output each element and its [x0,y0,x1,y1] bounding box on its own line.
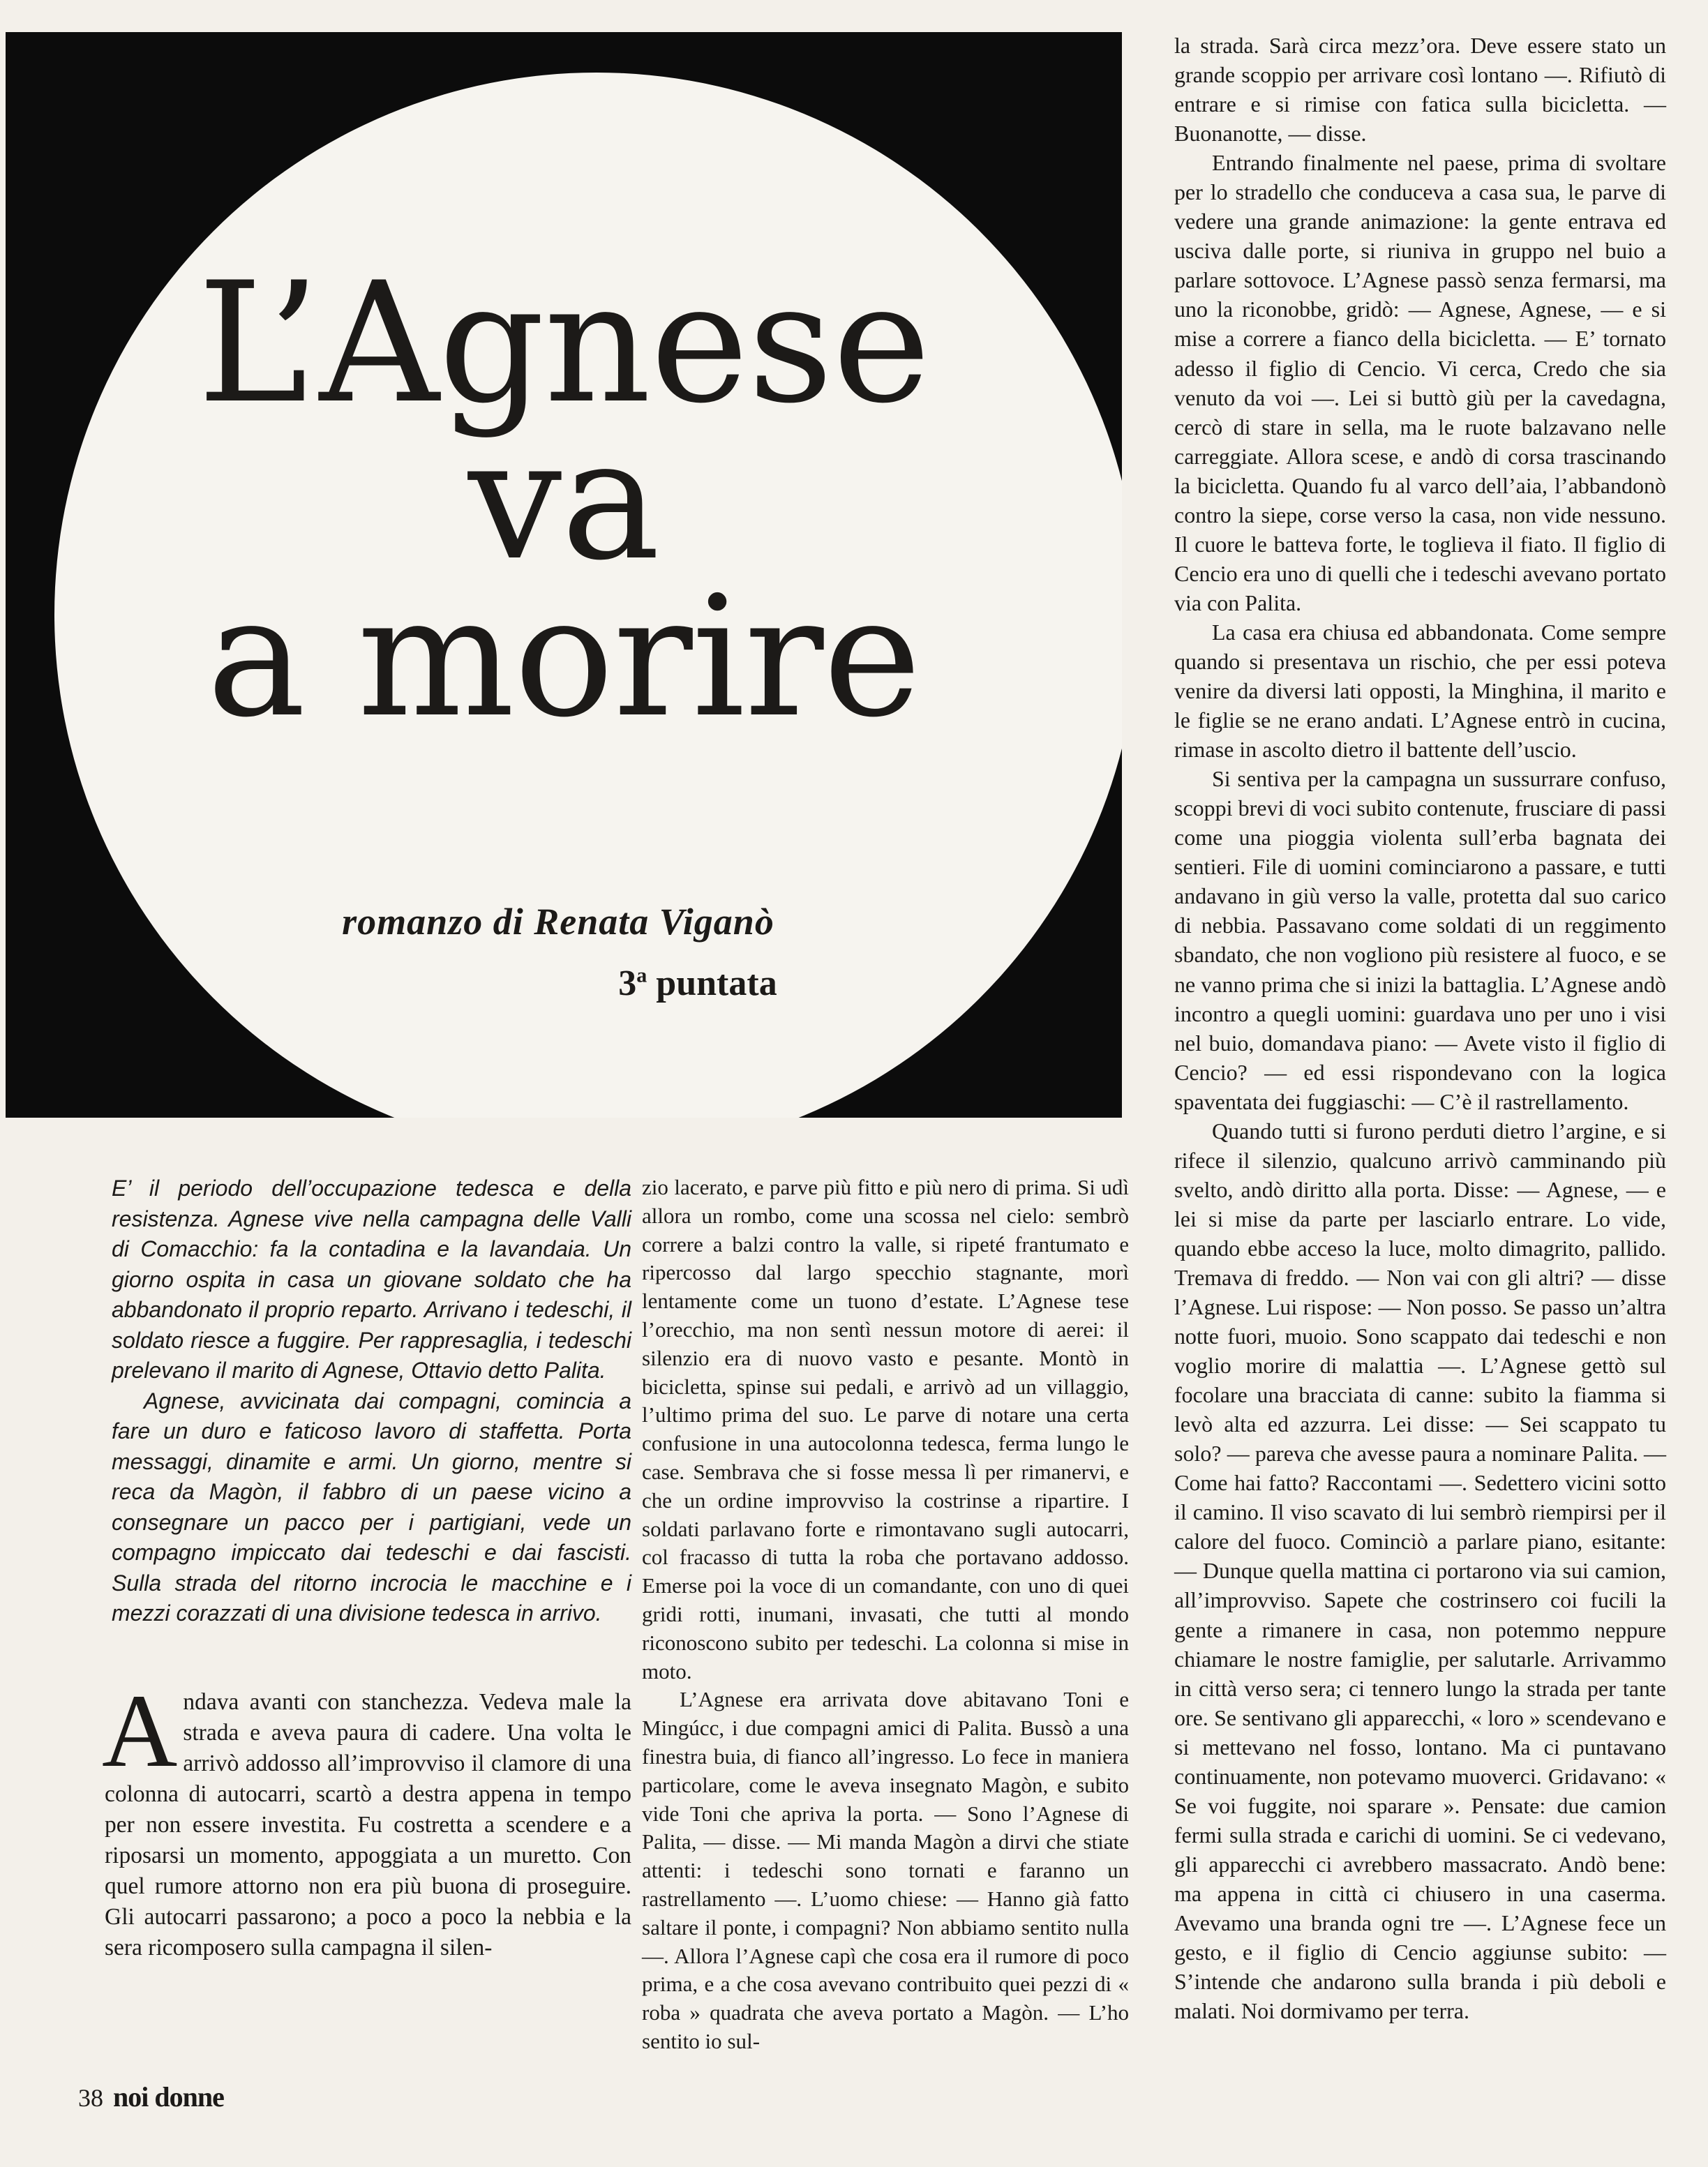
story-paragraph-text: ndava avanti con stanchezza. Vedeva male la strada e aveva paura di cadere. Una volta le arrivò addosso all’improvviso il clamore di una colonna di autocarri, scartò a destra appena in tempo per non essere investita. Fu costretta a scendere e a riposarsi un momento, appoggiata a un muretto. Con quel rumore attorno non era più buona di proseguire. Gli autocarri passarono; a poco a poco la nebbia e la sera ricomposero sulla campagna il silen- [105,1689,631,1960]
page-number: 38 [78,2084,103,2112]
story-paragraph: Entrando finalmente nel paese, prima di svoltare per lo stradello che conduceva a casa sua, le parve di vedere una grande animazione: la gente entrava ed usciva dalle porte, si riuniva in gruppo nel buio a parlare sottovoce. L’Agnese passò senza fermarsi, ma uno la riconobbe, gridò: — Agnese, Agnese, — e si mise a correre a fianco della bicicletta. — E’ tornato adesso il figlio di Cencio. Vi cerca, Credo che sia venuto da voi —. Lei si buttò giù per la cavedagna, cercò di stare in sella, ma le ruote balzavano nelle carreggiate. Allora scese, e andò di corsa trascinando la bicicletta. Quando fu al varco dell’aia, l’abbandonò contro la siepe, corse verso la casa, non vide nessuno. Il cuore le batteva forte, le toglieva il fiato. Il figlio di Cencio era uno di quelli che i tedeschi avevano portato via con Palita. [1174,150,1666,615]
episode-suffix: a [636,963,647,987]
story-paragraph: L’Agnese era arrivata dove abitavano Toni e Mingúcc, i due compagni amici di Palita. Bussò a una finestra buia, di fianco all’ingresso. Lo fece in maniera particolare, come le aveva insegnato Magòn, e subito vide Toni che apriva la porta. — Sono l’Agnese di Palita, — disse. — Mi manda Magòn a dirvi che stiate attenti: i tedeschi sono tornati e faranno un rastrellamento —. L’uomo chiese: — Hanno già fatto saltare il ponte, i compagni? Non abbiamo sentito nulla —. Allora l’Agnese capì che cosa era il rumore di poco prima, e a che cosa avevano contribuito quei pezzi di « roba » quadrata che aveva portato a Magòn. — L’ho sentito io sul- [642,1687,1129,2053]
story-paragraph [102,1673,631,1963]
story-column-2 [642,1174,1129,2056]
story-paragraph: Si sentiva per la campagna un sussurrare confuso, scoppi brevi di voci subito contenute, frusciare di passi come una pioggia violenta sull’erba bagnata dei sentieri. File di uomini cominciarono a passare, e tutti andavano in giù verso la valle, protetta dal suo carico di nebbia. Passavano come soldati di un reggimento sbandato, che non vogliono più resistere al fuoco, e se ne vanno prima che si inizi la battaglia. L’Agnese andò incontro a quegli uomini: guardava uno per uno i visi nel buio, domandava piano: — Avete visto il figlio di Cencio? — ed essi rispondevano con la logica spaventata dei fuggiaschi: — C’è il rastrellamento. [1174,766,1666,1114]
byline: romanzo di Renata Viganò [342,901,774,943]
drop-cap: A [102,1673,178,1789]
story-paragraph: zio lacerato, e parve più fitto e più nero di prima. Si udì allora un rombo, come una scossa nel cielo: sembrò correre a balzi contro la valle, si ripeté frantumato e ripercosso dal largo specchio stagnante, morì lentamente come un tuono d’estate. L’Agnese tese l’orecchio, ma non sentì nessun motore di aerei: il silenzio era di nuovo vasto e pesante. Montò in bicicletta, spinse sui pedali, e arrivò ad un villaggio, l’ultimo prima del suo. Le parve di notare una certa confusione in una autocolonna tedesca, ferma lungo le case. Sembrava che si fosse messa lì per rimanervi, e che un ordine improvviso la costrinse a ripartire. I soldati parlavano forte e rimontavano sugli autocarri, col fracasso di tutta la roba che portavano addosso. Emerse poi la voce di un comandante, con uno di quei gridi rotti, inumani, invasati, che tutti al mondo riconoscono subito per tedeschi. La colonna si mise in moto. [642,1175,1129,1684]
magazine-logo: noi donne [113,2081,224,2113]
intro-summary [112,1174,631,1629]
story-column-1 [102,1673,631,1963]
intro-paragraph: Agnese, avvicinata dai compagni, comincia a fare un duro e faticoso lavoro di staffetta. Porta messaggi, dinamite e armi. Un giorno, mentre si reca da Magòn, il fabbro di un paese vicino a consegnare un pacco per i partigiani, vede un compagno impiccato dai tedeschi e dai fascisti. Sulla strada del ritorno incrocia le macchine e i mezzi corazzati di una divisione tedesca in arrivo. [112,1388,631,1626]
episode-label [209,963,1047,1004]
story-column-3 [1174,31,1666,2025]
article-title [6,247,1122,754]
episode-number: 3 [618,963,637,1003]
page-footer [78,2080,224,2113]
story-paragraph: la strada. Sarà circa mezz’ora. Deve essere stato un grande scoppio per arrivare così lontano —. Rifiutò di entrare e si rimise con fatica sulla bicicletta. — Buonanotte, — disse. [1174,33,1666,147]
story-paragraph: Quando tutti si furono perduti dietro l’argine, e si rifece il silenzio, qualcuno arrivò camminando più svelto, andò diritto alla porta. Disse: — Agnese, — e lei si mise da parte per lasciarlo entrare. Lo vide, quando ebbe acceso la luce, molto dimagrito, pallido. Tremava di freddo. — Non vai con gli altri? — disse l’Agnese. Lui rispose: — Non posso. Se passo un’altra notte fuori, muoio. Sono scappato dai tedeschi e non voglio morire di malattia —. L’Agnese gettò sul focolare una bracciata di canne: subito la fiamma si levò alta ed azzurra. Lei disse: — Sei scappato tu solo? — pareva che avesse paura a nominare Palita. — Come hai fatto? Raccontami —. Sedettero vicini sotto il camino. Il viso scavato di lui sembrò riempirsi per il calore del fuoco. Cominciò a parlare piano, esitante: — Dunque quella mattina ci portarono via sui camion, all’improvviso. Sapete che costrinsero coi fucili la gente a rimanere in casa, non potemmo neppure chiamare le nostre famiglie, per salutarle. Arrivammo in città verso sera; ci tennero lungo la strada per tante ore. Se sentivano gli apparecchi, « loro » scendevano e si mettevano nel fosso, lontano. Ma ci puntavano continuamente, non potevamo muoverci. Gridavano: « Se voi fuggite, noi sparare ». Pensate: due camion fermi sulla strada e carichi di uomini. Se ci vedevano, gli apparecchi ci avrebbero massacrato. Andò bene: ma appena in città ci chiusero in una caserma. Avevamo una branda ogni tre —. L’Agnese fece un gesto, e il figlio di Cencio aggiunse subito: — S’intende che andarono sulla branda i più deboli e malati. Noi dormivamo per terra. [1174,1118,1666,2024]
story-paragraph: La casa era chiusa ed abbandonata. Come sempre quando si presentava un rischio, che per essi poteva venire da diversi lati opposti, la Minghina, il marito e le figlie se ne erano andati. L’Agnese entrò in cucina, rimase in ascolto dietro il battente dell’uscio. [1174,619,1666,763]
episode-word: puntata [656,963,777,1003]
intro-paragraph: E’ il periodo dell’occupazione tedesca e della resistenza. Agnese vive nella campagna delle Valli di Comacchio: fa la contadina e la lavandaia. Un giorno ospita in casa un giovane soldato che ha abbandonato il proprio reparto. Arrivano i tedeschi, il soldato riesce a fuggire. Per rappresaglia, i tedeschi prelevano il marito di Agnese, Ottavio detto Palita. [112,1176,631,1383]
title-line-2: va [467,404,660,597]
title-line-1: L’Agnese [197,247,930,440]
title-line-3: a morire [207,561,921,754]
